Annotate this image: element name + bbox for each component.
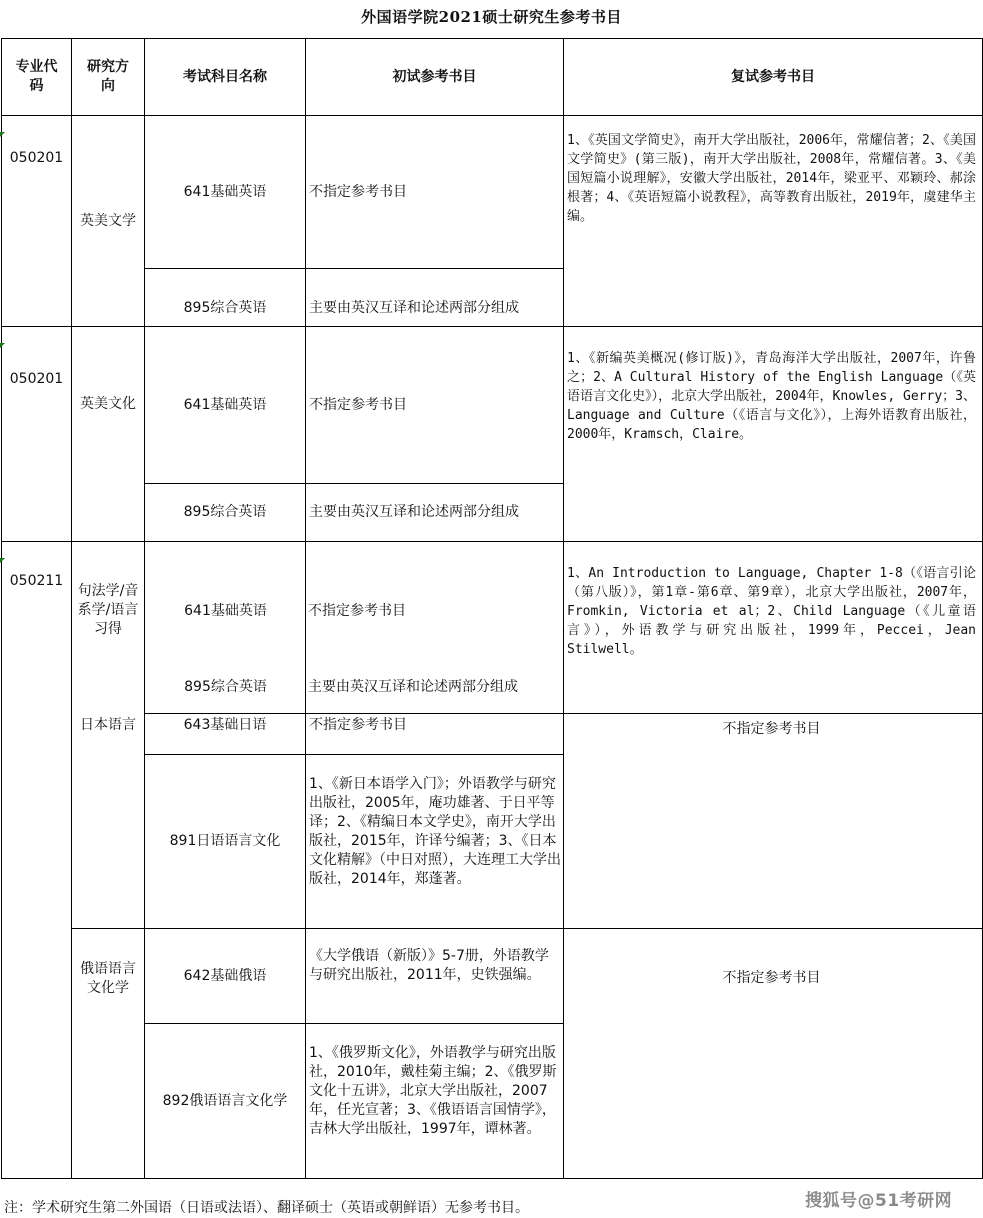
page-title: 外国语学院2021硕士研究生参考书目 bbox=[361, 8, 622, 26]
g1-book-2 bbox=[305, 268, 564, 327]
g3-direction-russian bbox=[71, 928, 145, 1179]
g1-subject-1 bbox=[144, 115, 306, 269]
g3-direction-linguistics-text: 句法学/音系学/语言习得 bbox=[77, 583, 139, 637]
g1-subject-2-text: 895综合英语 bbox=[183, 300, 267, 316]
header-subject-label: 考试科目名称 bbox=[183, 68, 267, 85]
g3-subject-ru-1-text: 642基础俄语 bbox=[183, 967, 267, 984]
g3-subject-jp-1-text: 643基础日语 bbox=[183, 717, 267, 733]
g1-book-1 bbox=[305, 115, 564, 269]
g2-book-1-text: 不指定参考书目 bbox=[309, 396, 407, 413]
header-direction bbox=[71, 38, 145, 116]
g2-marker bbox=[0, 343, 5, 348]
g1-book-1-text: 不指定参考书目 bbox=[309, 183, 407, 200]
g3-subject-ru-2-text: 892俄语语言文化学 bbox=[162, 1092, 288, 1109]
g3-retest-ling-text: 1、An Introduction to Language, Chapter 1-8（《语言引论（第八版）》，第1章-第6章、第9章），北京大学出版社，2007年，Fromkin, Victoria et al；2、Child Language（《儿童语言》），外语教学与研究出版社，1999年，Peccei，Jean Stilwell。 bbox=[567, 566, 976, 657]
g3-subject-jp-2-text: 891日语语言文化 bbox=[169, 833, 281, 849]
g2-book-2-text: 主要由英汉互译和论述两部分组成 bbox=[309, 504, 519, 520]
g1-direction-text: 英美文学 bbox=[80, 212, 136, 229]
g2-subject-1-text: 641基础英语 bbox=[183, 396, 267, 413]
header-subject bbox=[144, 38, 306, 116]
watermark: 搜狐号@51考研网 bbox=[805, 1191, 953, 1211]
footnote: 注：学术研究生第二外国语（日语或法语）、翻译硕士（英语或朝鲜语）无参考书目。 bbox=[4, 1200, 529, 1216]
g2-retest-text: 1、《新编英美概况(修订版)》，青岛海洋大学出版社，2007年，许鲁之；2、A Cultural History of the English Language（《英语语言文化史》），北京大学出版社，2004年，Knowles, Gerry；3、Language and Culture（《语言与文化》），上海外语教育出版社，2000年，Kramsch，Claire。 bbox=[567, 351, 976, 442]
g1-marker bbox=[0, 132, 5, 137]
g3-subject-jp-2 bbox=[144, 754, 306, 929]
header-initial-label: 初试参考书目 bbox=[392, 68, 477, 85]
g3-subject-ling-2: 895综合英语 bbox=[184, 679, 267, 695]
g3-book-jp-1-text: 不指定参考书目 bbox=[309, 717, 407, 733]
g3-book-jp-2-text: 1、《新日本语学入门》；外语教学与研究出版社，2005年，庵功雄著、于日平等译；2、《精编日本文学史》，南开大学出版社，2015年，许译兮编著；3、《日本文化精解》（中日对照），大连理工大学出版社，2014年，郑蓬著。 bbox=[309, 776, 561, 887]
g3-retest-ru-text: 不指定参考书目 bbox=[722, 970, 821, 986]
g3-retest-jp-text: 不指定参考书目 bbox=[722, 721, 821, 737]
g2-code-text: 050201 bbox=[9, 371, 64, 387]
g1-subject-1-text: 641基础英语 bbox=[183, 183, 267, 200]
g3-code-text: 050211 bbox=[9, 573, 64, 589]
header-retest bbox=[563, 38, 983, 116]
g3-subject-jp-1 bbox=[144, 713, 306, 755]
g2-book-1 bbox=[305, 326, 564, 484]
g2-book-2 bbox=[305, 483, 564, 542]
g3-book-jp-1 bbox=[305, 713, 564, 755]
g3-direction-linguistics bbox=[71, 541, 145, 929]
g2-direction bbox=[71, 326, 145, 542]
g3-book-ling-1: 不指定参考书目 bbox=[308, 603, 406, 619]
g3-code bbox=[1, 541, 72, 1179]
g2-code bbox=[1, 326, 72, 542]
header-initial bbox=[305, 38, 564, 116]
g2-subject-2 bbox=[144, 483, 306, 542]
g1-code-text: 050201 bbox=[9, 150, 64, 166]
g3-marker bbox=[0, 558, 5, 563]
g3-book-ru-1 bbox=[305, 928, 564, 1024]
g3-book-ling-2: 主要由英汉互译和论述两部分组成 bbox=[308, 679, 518, 695]
g1-subject-2 bbox=[144, 268, 306, 327]
g3-direction-russian-text: 俄语语言文化学 bbox=[80, 960, 136, 996]
g3-direction-japanese: 日本语言 bbox=[80, 717, 136, 733]
g1-direction bbox=[71, 115, 145, 327]
g2-direction-text: 英美文化 bbox=[80, 395, 136, 412]
g3-book-ru-2-text: 1、《俄罗斯文化》，外语教学与研究出版社，2010年，戴桂菊主编；2、《俄罗斯文化十五讲》，北京大学出版社，2007年，任光宣著；3、《俄语语言国情学》，吉林大学出版社，1997年，谭林著。 bbox=[309, 1045, 557, 1137]
g1-code bbox=[1, 115, 72, 327]
g3-retest-jp bbox=[563, 713, 983, 929]
header-direction-label: 研究方向 bbox=[87, 59, 129, 94]
header-retest-label: 复试参考书目 bbox=[731, 68, 815, 85]
header-code-label: 专业代码 bbox=[15, 59, 58, 94]
g1-retest bbox=[563, 115, 983, 327]
g3-book-ru-2 bbox=[305, 1023, 564, 1179]
header-code bbox=[1, 38, 72, 116]
g3-retest-ru bbox=[563, 928, 983, 1179]
g2-subject-2-text: 895综合英语 bbox=[183, 504, 267, 520]
g1-book-2-text: 主要由英汉互译和论述两部分组成 bbox=[309, 300, 519, 316]
g1-retest-text: 1、《英国文学简史》，南开大学出版社，2006年，常耀信著；2、《美国文学简史》(第三版)，南开大学出版社，2008年，常耀信著。3、《美国短篇小说理解》，安徽大学出版社，2014年，梁亚平、邓颖玲、郝涂根著；4、《英语短篇小说教程》，高等教育出版社，2019年，虞建华主编。 bbox=[567, 133, 976, 224]
g3-retest-ling bbox=[563, 541, 983, 714]
g2-subject-1 bbox=[144, 326, 306, 484]
g2-retest bbox=[563, 326, 983, 542]
g3-subject-ru-2 bbox=[144, 1023, 306, 1179]
g3-book-jp-2 bbox=[305, 754, 564, 929]
g3-book-ru-1-text: 《大学俄语（新版）》5-7册，外语教学与研究出版社，2011年，史铁强编。 bbox=[309, 948, 549, 983]
g3-subject-ru-1 bbox=[144, 928, 306, 1024]
g3-subject-ling-1: 641基础英语 bbox=[184, 603, 267, 619]
